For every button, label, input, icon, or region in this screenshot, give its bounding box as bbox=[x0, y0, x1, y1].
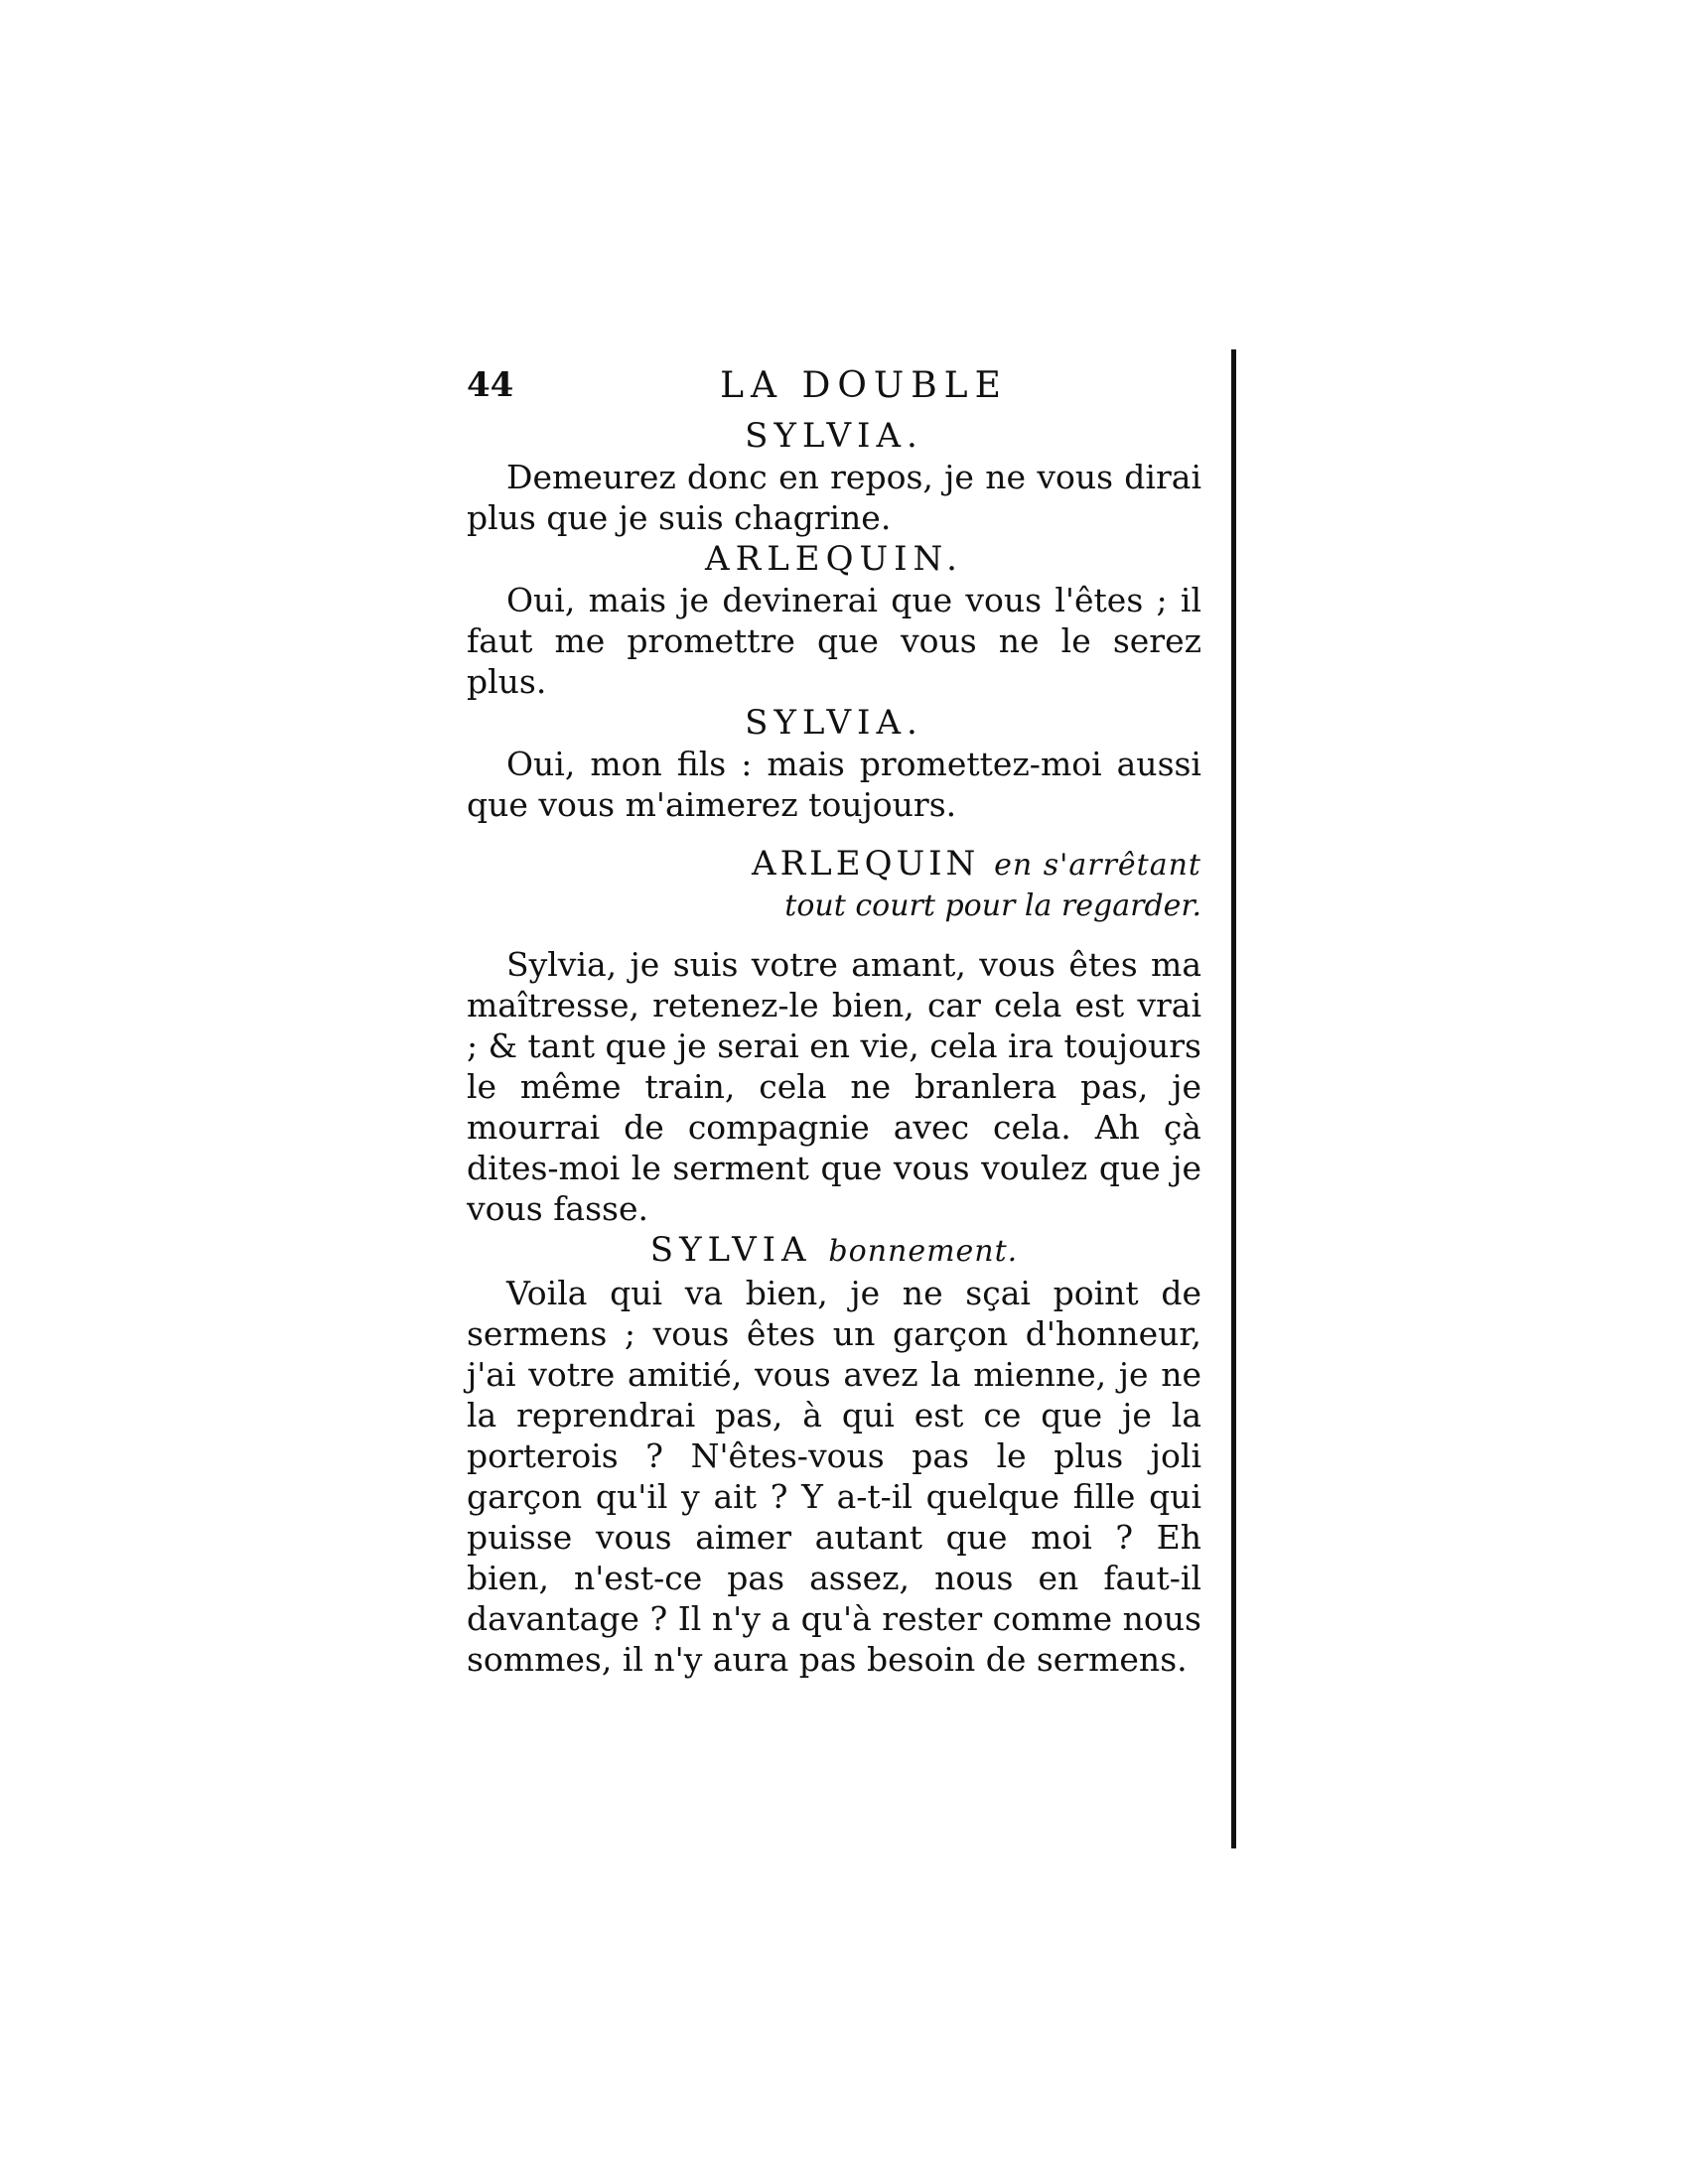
stage-direction-continued: tout court pour la regarder. bbox=[784, 888, 1201, 923]
speaker-line bbox=[467, 843, 1201, 887]
page-edge-rule bbox=[1231, 349, 1236, 1848]
speaker-name: ARLEQUIN bbox=[752, 844, 980, 884]
running-title: LA DOUBLE bbox=[720, 365, 1008, 406]
speaker-line bbox=[467, 1229, 1201, 1273]
speech-text: Voila qui va bien, je ne sçai point de sermens ; vous êtes un garçon d'honneur, j'ai votre amitié, vous avez la mienne, je ne la reprendrai pas, à qui est ce que je la porterois ? N'êtes-vous pas le plus joli garçon qu'il y ait ? Y a-t-il quelque fille qui puisse vous aimer autant que moi ? Eh bien, n'est-ce pas assez, nous en faut-il davantage ? Il n'y a qu'à rester comme nous sommes, il n'y aura pas besoin de sermens. bbox=[467, 1274, 1201, 1679]
speaker-name: ARLEQUIN. bbox=[705, 539, 963, 579]
speech-text: Demeurez donc en repos, je ne vous dirai plus que je suis chagrine. bbox=[467, 458, 1201, 537]
speaker-heading bbox=[467, 843, 1201, 926]
speech-text: Oui, mon fils : mais promettez-moi aussi que vous m'aimerez toujours. bbox=[467, 745, 1201, 824]
book-page bbox=[467, 365, 1201, 1735]
speech-text: Oui, mais je devinerai que vous l'êtes ; il faut me promettre que vous ne le serez plus. bbox=[467, 581, 1201, 701]
speaker-name: SYLVIA. bbox=[745, 416, 923, 456]
speech-text: Sylvia, je suis votre amant, vous êtes ma maîtresse, retenez-le bien, car cela est vrai ; & tant que je serai en vie, cela ira toujours le même train, cela ne branlera pas, je mourrai de compagnie avec cela. Ah çà dites-moi le serment que vous voulez que je vous fasse. bbox=[467, 945, 1201, 1228]
page-number: 44 bbox=[467, 365, 514, 405]
running-head bbox=[467, 365, 1201, 411]
stage-direction: en s'arrêtant bbox=[994, 848, 1201, 883]
speaker-name: SYLVIA. bbox=[745, 703, 923, 743]
stage-direction: bonnement. bbox=[828, 1234, 1019, 1269]
speaker-name: SYLVIA bbox=[649, 1230, 812, 1270]
